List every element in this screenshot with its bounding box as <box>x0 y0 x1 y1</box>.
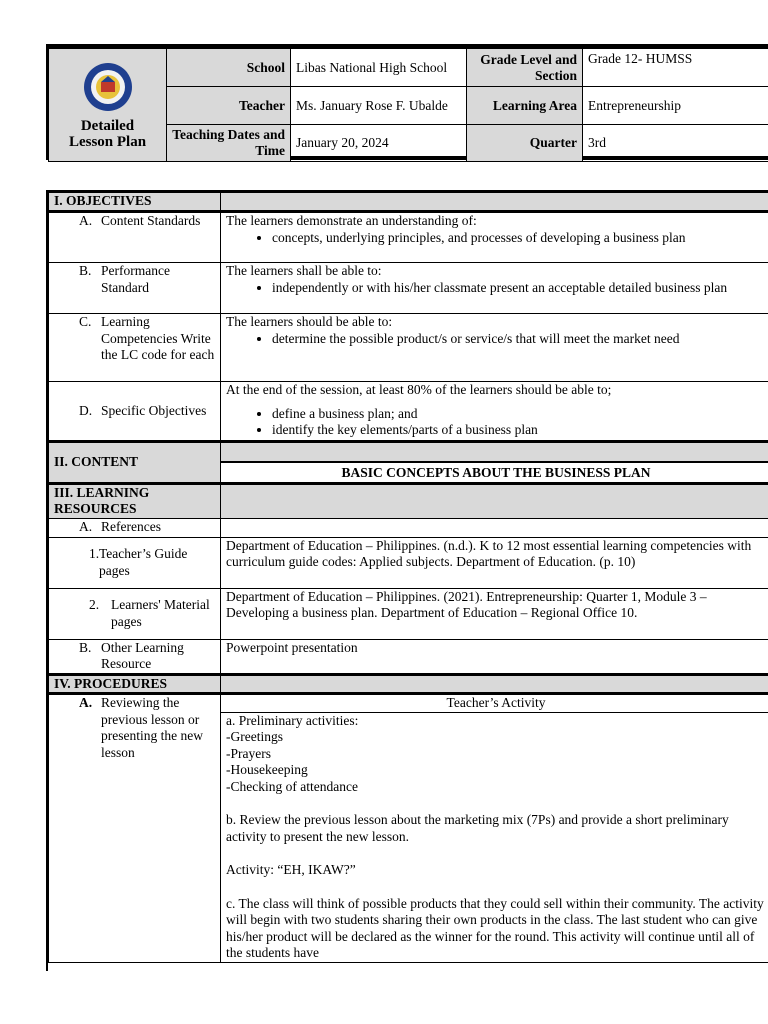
procedure-line-4: -Housekeeping <box>226 762 308 777</box>
specific-objectives-bullet-2: • identify the key elements/parts of a business plan <box>272 422 766 439</box>
title-line1: Detailed <box>80 118 135 134</box>
deped-seal-icon <box>83 62 133 112</box>
specific-objectives-label: Specific Objectives <box>101 402 207 418</box>
area-value: Entrepreneurship <box>583 87 768 125</box>
content-heading: II. CONTENT <box>49 442 221 484</box>
content-standards-label: Content Standards <box>101 213 201 228</box>
references-label: References <box>101 518 161 534</box>
procedure-line-1: a. Preliminary activities: <box>226 712 359 728</box>
content-standards-intro: The learners demonstrate an understanding of: <box>226 213 477 228</box>
lesson-body-table <box>46 190 768 971</box>
performance-standard-bullet: • independently or with his/her classmate present an acceptable detailed business plan <box>272 280 766 297</box>
procedure-line-3: -Prayers <box>226 745 271 761</box>
specific-objectives-key: D. <box>79 402 93 418</box>
content-standards-key: A. <box>79 213 93 228</box>
learners-material-label: Learners' Material pages <box>111 597 210 629</box>
header-table <box>46 44 768 160</box>
title-line2: Lesson Plan <box>68 134 147 150</box>
content-value: BASIC CONCEPTS ABOUT THE BUSINESS PLAN <box>341 465 651 480</box>
learning-competencies-intro: The learners should be able to: <box>226 314 393 329</box>
quarter-value: 3rd <box>583 125 768 162</box>
performance-standard-intro: The learners shall be able to: <box>226 263 382 278</box>
grade-value: Grade 12- HUMSS <box>583 49 768 87</box>
procedure-line-7: Activity: “EH, IKAW?” <box>226 862 356 877</box>
learners-material-key: 2. <box>89 597 100 612</box>
resources-heading-fill <box>221 483 768 518</box>
objectives-heading-fill <box>221 193 768 212</box>
procedure-line-2: -Greetings <box>226 729 283 744</box>
activity-header: Teacher’s Activity <box>221 695 768 713</box>
learners-material-value: Department of Education – Philippines. (2021). Entrepreneurship: Quarter 1, Module 3 – Developing a business plan. Department of Education – Regional Office 10. <box>221 588 768 639</box>
learning-competencies-label: Learning Competencies Write the LC code for each <box>101 314 215 362</box>
procedures-heading-fill <box>221 674 768 694</box>
other-resource-key: B. <box>79 639 92 655</box>
dates-label: Teaching Dates and Time <box>167 125 291 162</box>
dates-value: January 20, 2024 <box>291 125 467 162</box>
references-key: A. <box>79 518 93 534</box>
specific-objectives-intro: At the end of the session, at least 80% of the learners should be able to; <box>226 382 612 397</box>
school-label: School <box>167 49 291 87</box>
grade-label: Grade Level and Section <box>467 49 583 87</box>
procedure-line-6: b. Review the previous lesson about the marketing mix (7Ps) and provide a short preliminary activity to present the new lesson. <box>226 812 729 844</box>
teacher-value: Ms. January Rose F. Ubalde <box>291 87 467 125</box>
teacher-label: Teacher <box>167 87 291 125</box>
content-standards-bullet: • concepts, underlying principles, and processes of developing a business plan <box>272 230 766 247</box>
title-cell <box>49 49 167 162</box>
resources-heading: III. LEARNING RESOURCES <box>49 483 221 518</box>
performance-standard-label: Performance Standard <box>101 263 170 295</box>
performance-standard-key: B. <box>79 263 92 278</box>
content-heading-fill <box>221 443 768 463</box>
learning-competencies-key: C. <box>79 314 92 329</box>
teachers-guide-key: 1. <box>89 546 100 561</box>
objectives-heading: I. OBJECTIVES <box>49 193 221 212</box>
procedure-line-5: -Checking of attendance <box>226 778 358 794</box>
procedure-a-key: A. <box>79 695 93 710</box>
area-label: Learning Area <box>467 87 583 125</box>
procedures-heading: IV. PROCEDURES <box>49 674 221 694</box>
learning-competencies-bullet: • determine the possible product/s or service/s that will meet the market need <box>272 331 766 348</box>
specific-objectives-bullet-1: • define a business plan; and <box>272 406 766 423</box>
teachers-guide-value: Department of Education – Philippines. (n.d.). K to 12 most essential learning competencies with curriculum guide codes: Applied subjects. Department of Education. (p. 10) <box>221 537 768 588</box>
other-resource-label: Other Learning Resource <box>101 639 184 671</box>
school-value: Libas National High School <box>291 49 467 87</box>
procedure-a-label: Reviewing the previous lesson or presenting the new lesson <box>101 695 203 760</box>
references-value <box>221 518 768 537</box>
procedure-line-8: c. The class will think of possible products that they could sell within their community. The activity will begin with two students sharing their own products in the class. The last student who can give his/her product will be declared as the winner for the round. This activity will continue until all of the students have <box>226 895 764 960</box>
other-resource-value: Powerpoint presentation <box>221 639 768 674</box>
quarter-label: Quarter <box>467 125 583 162</box>
teachers-guide-label: Teacher’s Guide pages <box>99 546 188 578</box>
